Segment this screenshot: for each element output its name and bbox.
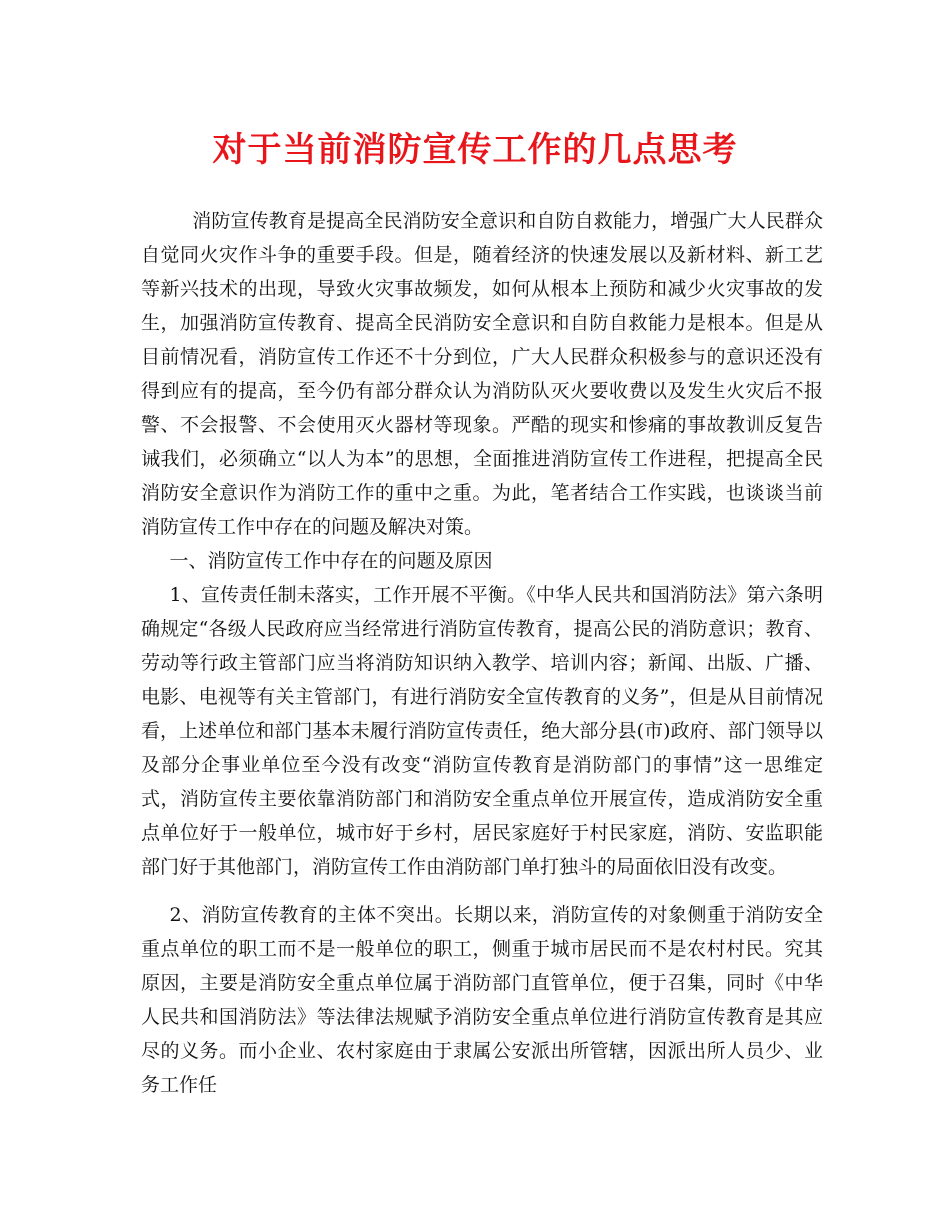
paragraph-item-2: 2、消防宣传教育的主体不突出。长期以来，消防宣传的对象侧重于消防安全重点单位的职工而不是一般单位的职工，侧重于城市居民而不是农村村民。究其原因，主要是消防安全重点单位属于消防部门直管单位，便于召集，同时《中华人民共和国消防法》等法律法规赋予消防安全重点单位进行消防宣传教育是其应尽的义务。而小企业、农村家庭由于隶属公安派出所管辖，因派出所人员少、业务工作任 (141, 904, 823, 1096)
document-title: 对于当前消防宣传工作的几点思考 (212, 130, 738, 170)
document-body (141, 204, 823, 1102)
paragraph-item-1: 1、宣传责任制未落实，工作开展不平衡。《中华人民共和国消防法》第六条明确规定“各级人民政府应当经常进行消防宣传教育，提高公民的消防意识；教育、劳动等行政主管部门应当将消防知识纳入教学、培训内容；新闻、出版、广播、电影、电视等有关主管部门，有进行消防安全宣传教育的义务”，但是从目前情况看，上述单位和部门基本未履行消防宣传责任，绝大部分县(市)政府、部门领导以及部分企事业单位至今没有改变“消防宣传教育是消防部门的事情”这一思维定式，消防宣传主要依靠消防部门和消防安全重点单位开展宣传，造成消防安全重点单位好于一般单位，城市好于乡村，居民家庭好于村民家庭，消防、安监职能部门好于其他部门，消防宣传工作由消防部门单打独斗的局面依旧没有改变。 (141, 584, 823, 878)
section-heading-1: 一、消防宣传工作中存在的问题及原因 (169, 550, 493, 572)
paragraph-intro: 消防宣传教育是提高全民消防安全意识和自防自救能力，增强广大人民群众自觉同火灾作斗争的重要手段。但是，随着经济的快速发展以及新材料、新工艺等新兴技术的出现，导致火灾事故频发，如何从根本上预防和减少火灾事故的发生，加强消防宣传教育、提高全民消防安全意识和自防自救能力是根本。但是从目前情况看，消防宣传工作还不十分到位，广大人民群众积极参与的意识还没有得到应有的提高，至今仍有部分群众认为消防队灭火要收费以及发生火灾后不报警、不会报警、不会使用灭火器材等现象。严酷的现实和惨痛的事故教训反复告诫我们，必须确立“以人为本”的思想，全面推进消防宣传工作进程，把提高全民消防安全意识作为消防工作的重中之重。为此，笔者结合工作实践，也谈谈当前消防宣传工作中存在的问题及解决对策。 (141, 210, 823, 538)
